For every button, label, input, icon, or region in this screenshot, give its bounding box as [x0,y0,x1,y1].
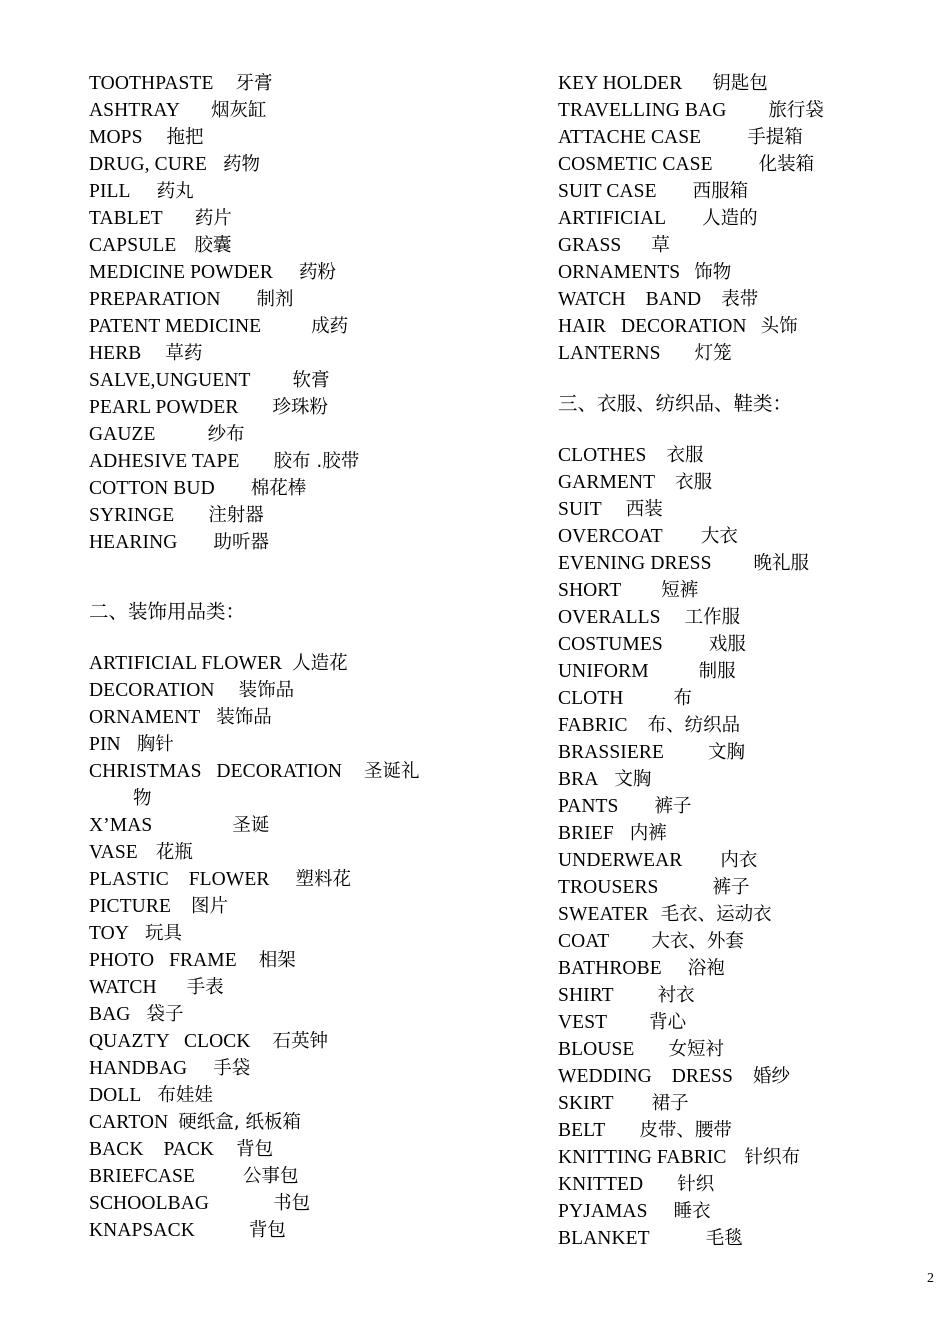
chinese-term: 衣服 [675,472,713,493]
section-heading: 三、衣服、纺织品、鞋类： [558,394,793,415]
list-item [558,847,938,874]
chinese-term: 浴袍 [687,958,725,979]
chinese-term: 旅行袋 [768,100,824,121]
english-term: DECORATION [89,680,215,701]
list-item [89,704,489,731]
english-term: CLOTHES [558,445,647,466]
chinese-term: 圣诞礼 [364,761,420,782]
list-item [89,785,489,812]
list-item [558,70,938,97]
list-item [89,205,489,232]
list-item [558,496,938,523]
list-item [558,739,938,766]
english-term: TOOTHPASTE [89,73,214,94]
chinese-term: 草药 [165,343,203,364]
list-item [558,232,938,259]
chinese-term: 化装箱 [758,154,815,175]
chinese-term: 布、纺织品 [647,715,741,736]
english-term: UNDERWEAR [558,850,683,871]
english-term: SUIT CASE [558,181,657,202]
list-item [89,1001,489,1028]
chinese-term: 拖把 [166,127,204,148]
chinese-term: 装饰品 [216,707,272,728]
list-item [89,448,489,475]
english-term: QUAZTY CLOCK [89,1031,251,1052]
english-term: COTTON BUD [89,478,215,499]
list-item [89,839,489,866]
english-term: TABLET [89,208,163,229]
english-term: CARTON [89,1112,169,1133]
chinese-term: 内衣 [720,850,758,871]
chinese-term: 衣服 [666,445,704,466]
english-term: HAIR DECORATION [558,316,747,337]
list-item [558,469,938,496]
list-item [89,1190,489,1217]
list-item [89,124,489,151]
chinese-term: 背心 [649,1012,687,1033]
english-term: SYRINGE [89,505,175,526]
english-term: CHRISTMAS DECORATION [89,761,343,782]
chinese-term: 背包 [248,1220,286,1241]
english-term: HANDBAG [89,1058,188,1079]
chinese-term: 女短衬 [668,1039,724,1060]
english-term: BRIEFCASE [89,1166,196,1187]
chinese-term: 装饰品 [238,680,295,701]
english-term: PATENT MEDICINE [89,316,262,337]
list-item [89,502,489,529]
list-item [558,151,938,178]
chinese-term: 工作服 [684,607,741,628]
chinese-term: 短裤 [661,580,699,601]
list-item [558,874,938,901]
english-term: OVERALLS [558,607,661,628]
list-item [89,1109,489,1136]
list-item [558,178,938,205]
list-item [558,685,938,712]
english-term: DOLL [89,1085,142,1106]
english-term: ADHESIVE TAPE [89,451,240,472]
list-item [89,259,489,286]
list-item [558,442,938,469]
chinese-term: 制剂 [256,289,294,310]
list-item [558,97,938,124]
list-item [558,286,938,313]
english-term: ARTIFICIAL [558,208,667,229]
list-item [89,97,489,124]
english-term: PEARL POWDER [89,397,239,418]
list-item [558,901,938,928]
chinese-term: 花瓶 [155,842,193,863]
english-term: COSTUMES [558,634,663,655]
english-term: VASE [89,842,138,863]
list-item [89,394,489,421]
chinese-term: 裤子 [654,796,692,817]
english-term: WATCH BAND [558,289,702,310]
english-term: ORNAMENTS [558,262,681,283]
chinese-term: 相架 [258,950,296,971]
list-item [89,232,489,259]
chinese-term: 药粉 [299,262,337,283]
list-item [558,793,938,820]
chinese-term: 玩具 [145,923,183,944]
chinese-term: 西装 [625,499,663,520]
english-term: SUIT [558,499,602,520]
chinese-term: 手提箱 [747,127,803,148]
page-number: 2 [927,1271,934,1286]
chinese-term: 饰物 [694,262,732,283]
section-heading: 二、装饰用品类： [89,602,246,623]
list-item [89,367,489,394]
list-item [558,340,938,367]
left-column [89,70,489,1244]
english-term: COAT [558,931,610,952]
english-term: SHORT [558,580,622,601]
chinese-term: 大衣 [700,526,738,547]
list-item [89,1163,489,1190]
chinese-term: 衬衣 [657,985,695,1006]
chinese-term: 睡衣 [673,1201,711,1222]
english-term: SHIRT [558,985,614,1006]
english-term: WATCH [89,977,157,998]
english-term: HEARING [89,532,178,553]
chinese-term: 图片 [190,896,228,917]
chinese-term: 手袋 [213,1058,251,1079]
list-item [89,1136,489,1163]
chinese-term: 毛毯 [705,1228,743,1249]
english-term: X’MAS [89,815,153,836]
english-term: TROUSERS [558,877,659,898]
list-item [558,1225,938,1252]
list-item [89,1217,489,1244]
list-item [558,1009,938,1036]
chinese-term: 助听器 [213,532,269,553]
chinese-term: 针织布 [744,1147,801,1168]
chinese-term: 文胸 [708,742,746,763]
chinese-term: 皮带、腰带 [639,1120,732,1141]
list-item [89,1055,489,1082]
english-term: MOPS [89,127,143,148]
chinese-term: 珍珠粉 [272,397,328,418]
chinese-term: 注射器 [208,505,264,526]
list-item [89,812,489,839]
list-item [89,286,489,313]
chinese-term: 硬纸盒, 纸板箱 [178,1112,302,1133]
english-term: TRAVELLING BAG [558,100,727,121]
list-item [558,712,938,739]
list-item [558,604,938,631]
list-item [89,1082,489,1109]
english-term: KNITTING FABRIC [558,1147,727,1168]
chinese-term: 纱布 [207,424,245,445]
chinese-term: 文胸 [614,769,652,790]
list-item [89,677,489,704]
chinese-term: 袋子 [146,1004,184,1025]
chinese-term: 婚纱 [752,1066,790,1087]
chinese-term: 胶囊 [194,235,232,256]
english-term: PLASTIC FLOWER [89,869,270,890]
right-column [558,70,938,1252]
list-item [89,974,489,1001]
list-item [89,340,489,367]
list-item [558,313,938,340]
list-item [89,866,489,893]
english-term: ORNAMENT [89,707,201,728]
list-item [89,650,489,677]
list-item [89,475,489,502]
list-item [89,947,489,974]
chinese-term: 表带 [721,289,759,310]
english-term: BRA [558,769,599,790]
chinese-term: 背包 [236,1139,274,1160]
chinese-term: 公事包 [243,1166,299,1187]
chinese-term: 药丸 [156,181,194,202]
english-term: TOY [89,923,130,944]
english-term: DRUG, CURE [89,154,208,175]
chinese-term: 棉花棒 [250,478,307,499]
list-item [89,731,489,758]
chinese-term: 毛衣、运动衣 [660,904,772,925]
list-item [558,124,938,151]
english-term: PREPARATION [89,289,221,310]
chinese-term: 人造的 [702,208,758,229]
chinese-term: 制服 [698,661,736,682]
english-term: MEDICINE POWDER [89,262,274,283]
english-term: HERB [89,343,142,364]
list-item [89,421,489,448]
list-item [558,955,938,982]
english-term: PILL [89,181,131,202]
chinese-term: 裤子 [712,877,750,898]
list-item [558,259,938,286]
list-item [89,1028,489,1055]
english-term: PYJAMAS [558,1201,648,1222]
english-term: SKIRT [558,1093,614,1114]
list-item [558,577,938,604]
english-term: BATHROBE [558,958,662,979]
english-term: ATTACHE CASE [558,127,702,148]
list-item [89,920,489,947]
list-item [558,1144,938,1171]
english-term: SALVE,UNGUENT [89,370,251,391]
english-term: PIN [89,734,121,755]
chinese-term: 牙膏 [235,73,273,94]
list-item [558,1036,938,1063]
list-item [89,529,489,556]
english-term: BRASSIERE [558,742,665,763]
english-term: UNIFORM [558,661,649,682]
english-term: BLOUSE [558,1039,635,1060]
chinese-term: 塑料花 [295,869,351,890]
chinese-term: 草 [651,235,670,256]
english-term: GAUZE [89,424,156,445]
chinese-term: 针织 [677,1174,715,1195]
chinese-term: 布娃娃 [157,1085,213,1106]
chinese-term: 圣诞 [232,815,270,836]
english-term: GARMENT [558,472,656,493]
english-term: SCHOOLBAG [89,1193,210,1214]
english-term: BLANKET [558,1228,650,1249]
english-term: KEY HOLDER [558,73,683,94]
list-item [89,893,489,920]
chinese-term: 裙子 [651,1093,689,1114]
list-item [558,1198,938,1225]
chinese-term: 晚礼服 [753,553,810,574]
english-term: GRASS [558,235,622,256]
list-item [558,1090,938,1117]
list-item [558,1063,938,1090]
list-item [558,523,938,550]
list-item [558,1171,938,1198]
english-term: BRIEF [558,823,614,844]
list-item [89,313,489,340]
chinese-term: 烟灰缸 [211,100,267,121]
english-term: SWEATER [558,904,649,925]
list-item [558,928,938,955]
english-term: KNITTED [558,1174,644,1195]
chinese-term: 西服箱 [692,181,749,202]
list-item [558,766,938,793]
english-term: WEDDING DRESS [558,1066,733,1087]
english-term: EVENING DRESS [558,553,712,574]
chinese-term: 头饰 [760,316,798,337]
chinese-term: 布 [673,688,693,709]
chinese-term: 石英钟 [272,1031,329,1052]
chinese-term: 手表 [186,977,224,998]
english-term: LANTERNS [558,343,661,364]
chinese-term: 药物 [223,154,261,175]
chinese-term: 大衣、外套 [651,931,744,952]
list-item [89,758,489,785]
chinese-term: 物 [133,788,152,809]
english-term: PHOTO FRAME [89,950,237,971]
chinese-term: 胸针 [136,734,174,755]
list-item [558,631,938,658]
english-term: PICTURE [89,896,171,917]
english-term: COSMETIC CASE [558,154,713,175]
chinese-term: 胶布 .胶带 [273,451,360,472]
list-item [89,70,489,97]
chinese-term: 软膏 [292,370,330,391]
english-term: OVERCOAT [558,526,663,547]
english-term: FABRIC [558,715,628,736]
list-item [558,658,938,685]
list-item [558,820,938,847]
list-item [558,1117,938,1144]
english-term: CAPSULE [89,235,177,256]
chinese-term: 书包 [273,1193,311,1214]
chinese-term: 戏服 [708,634,746,655]
list-item [558,982,938,1009]
english-term: ARTIFICIAL FLOWER [89,653,283,674]
english-term: PANTS [558,796,619,817]
english-term: CLOTH [558,688,624,709]
chinese-term: 钥匙包 [712,73,768,94]
english-term: BELT [558,1120,606,1141]
list-item [558,205,938,232]
english-term: BACK PACK [89,1139,215,1160]
english-term: ASHTRAY [89,100,181,121]
list-item [89,151,489,178]
list-item [89,178,489,205]
list-item [558,550,938,577]
chinese-term: 药片 [194,208,232,229]
english-term: KNAPSACK [89,1220,195,1241]
english-term: VEST [558,1012,608,1033]
chinese-term: 灯笼 [694,343,732,364]
chinese-term: 内裤 [629,823,667,844]
english-term: BAG [89,1004,131,1025]
chinese-term: 人造花 [292,653,348,674]
chinese-term: 成药 [311,316,349,337]
